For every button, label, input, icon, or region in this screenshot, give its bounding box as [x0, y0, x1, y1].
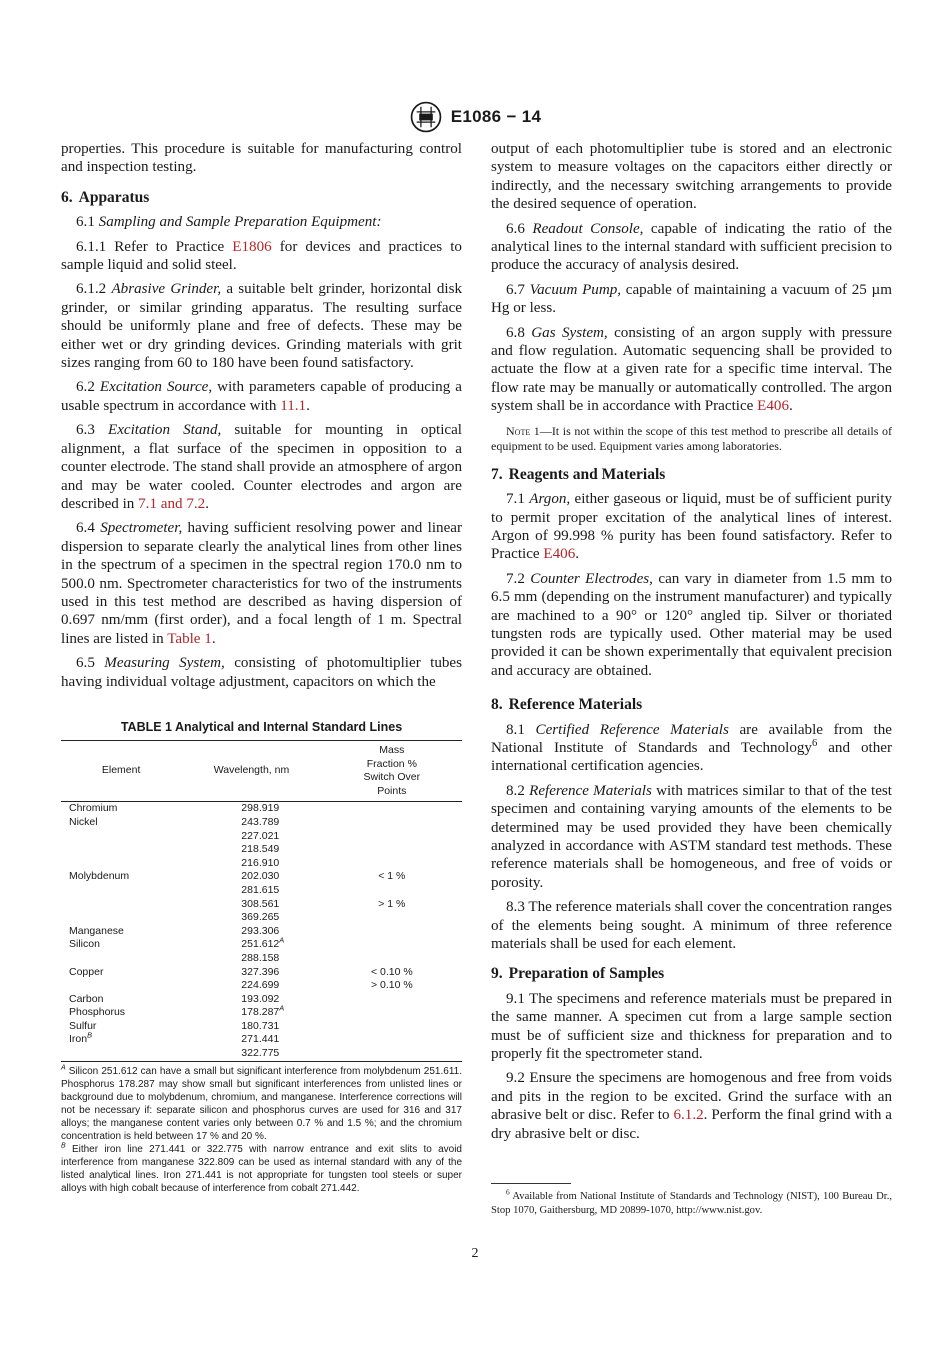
- cell-element: [61, 830, 181, 844]
- cell-mass-fraction: [322, 884, 462, 898]
- analytical-lines-table: [61, 740, 462, 1062]
- cell-element: [61, 898, 181, 912]
- section-heading-6: 6. Apparatus: [61, 188, 150, 206]
- table-footnote-b: $^B$ Either iron line 271.441 or 322.775 with narrow entrance and exit slits to avoid interference from manganese 322.809 can be used as internal standard with any of the listed analytical lines. Iron 271.441 is not appropriate for tungsten tool steels or super alloys with high cobalt because of interference from cobalt 271.442.: [61, 1142, 462, 1194]
- table-row: [61, 816, 462, 830]
- cell-element: [61, 911, 181, 925]
- cell-wavelength: 288.158: [241, 951, 280, 964]
- cell-element: Molybdenum: [69, 870, 130, 883]
- column-header-wavelength: Wavelength, nm: [213, 764, 290, 777]
- paragraph-6-8: 6.8 Gas System, consisting of an argon supply with pressure and flow regulation. Automatic sequencing shall be provided to actuate the flow at a given rate for a specific time interval. The flow rate may be manually or automatically controlled. The argon system shall be in accordance with Practice E406.: [491, 324, 892, 415]
- cell-mass-fraction: > 1 %: [378, 897, 406, 910]
- link-11-1[interactable]: 11.1: [280, 397, 307, 414]
- link-7-1-7-2[interactable]: 7.1 and 7.2: [138, 495, 206, 512]
- cell-element: [61, 884, 181, 898]
- cell-element: Copper: [69, 965, 104, 978]
- table-row: [61, 843, 462, 857]
- cell-element: [61, 843, 181, 857]
- page-header: [0, 100, 950, 134]
- link-table-1[interactable]: Table 1: [167, 630, 212, 647]
- table-row: [61, 884, 462, 898]
- document-id: E1086 − 14: [450, 107, 542, 126]
- cell-element: Nickel: [69, 815, 98, 828]
- column-header-element: Element: [101, 764, 141, 777]
- paragraph-8-3: 8.3 The reference materials shall cover the concentration ranges of the elements being sought. A minimum of three reference materials shall be used for each element.: [491, 899, 892, 953]
- cell-mass-fraction: < 0.10 %: [370, 965, 413, 978]
- astm-logo-icon: [409, 100, 443, 134]
- note-1: Note 1—It is not within the scope of this test method to prescribe all details of equipment to be used. Equipment varies among laboratories.: [491, 423, 893, 453]
- table-row: [61, 911, 462, 925]
- paragraph-6-6: 6.6 Readout Console, capable of indicating the ratio of the analytical lines to the internal standard with sufficient precision to produce the accuracy of analysis desired.: [491, 220, 892, 274]
- cell-mass-fraction: [322, 1006, 462, 1020]
- cell-element: Manganese: [69, 924, 124, 937]
- right-column: [491, 140, 892, 1149]
- cell-wavelength: 293.306: [241, 924, 280, 937]
- cell-element: Iron$^B$: [69, 1030, 92, 1046]
- cell-wavelength: 224.699: [241, 979, 280, 992]
- footnote-6: $^6$ Available from National Institute of Standards and Technology (NIST), 100 Bureau Dr., Stop 1070, Gaithersburg, MD 20899-1070, http://www.nist.gov.: [491, 1187, 892, 1216]
- cell-wavelength: $251.612^A$: [241, 935, 285, 951]
- table-row: [61, 857, 462, 871]
- table-row: [61, 870, 462, 884]
- table-row: [61, 966, 462, 980]
- cell-mass-fraction: [322, 857, 462, 871]
- cell-mass-fraction: < 1 %: [378, 870, 406, 883]
- table-footnote-a: $^A$ Silicon 251.612 can have a small but significant interference from molybdenum 251.611. Phosphorus 178.287 may show small but significant interferences from unlisted lines or background due to molybdenum, chromium, and manganese. Interference corrections will not be necessary if: separate silicon and phosphorus curves are used for 316 and 317 alloys; the manganese content varies only between 0.7 % and 1.5 %; and the chromium concentration is held between 17 % and 20 %.: [61, 1064, 462, 1142]
- cell-wavelength: 180.731: [241, 1019, 280, 1032]
- cell-element: [61, 979, 181, 993]
- link-e406-2[interactable]: E406: [543, 546, 576, 563]
- table-row: [61, 1033, 462, 1047]
- cell-wavelength: 369.265: [241, 911, 280, 924]
- link-e1806[interactable]: E1806: [232, 238, 272, 255]
- paragraph-7-1: 7.1 Argon, either gaseous or liquid, must be of sufficient purity to permit proper excitation of the analytical lines of interest. Argon of 99.998 % purity has been found satisfactory. Refer to Practice E406.: [491, 491, 892, 563]
- section-heading-7: 7. Reagents and Materials: [491, 465, 666, 483]
- paragraph-6-1-2: 6.1.2 Abrasive Grinder, a suitable belt grinder, horizontal disk grinder, or similar grinding apparatus. The resulting surface should be uniformly plane and free of defects. These may be either wet or dry grinding devices. Grinding materials with grit sizes ranging from 60 to 180 have been found satisfactory.: [61, 281, 462, 372]
- cell-mass-fraction: > 0.10 %: [370, 979, 413, 992]
- cell-mass-fraction: [322, 1047, 462, 1061]
- cell-element: [61, 857, 181, 871]
- cell-mass-fraction: [322, 911, 462, 925]
- cell-wavelength: $178.287^A$: [241, 1003, 285, 1019]
- paragraph-6-1-1: 6.1.1 Refer to Practice E1806 for devices and practices to sample liquid and solid steel.: [61, 238, 462, 274]
- table-body: [61, 802, 462, 1061]
- cell-wavelength: 202.030: [241, 870, 280, 883]
- table-header-row: [61, 741, 462, 802]
- table-row: [61, 938, 462, 952]
- paragraph-6-1: 6.1 Sampling and Sample Preparation Equipment:: [76, 214, 382, 231]
- section-heading-9: 9. Preparation of Samples: [491, 965, 665, 983]
- cell-wavelength: 322.775: [181, 1047, 321, 1061]
- table-row: [61, 1047, 462, 1061]
- cell-mass-fraction: [322, 1033, 462, 1047]
- cell-mass-fraction: [322, 1020, 462, 1034]
- link-e406[interactable]: E406: [757, 398, 790, 415]
- cell-element: Sulfur: [69, 1019, 97, 1032]
- cell-mass-fraction: [322, 802, 462, 816]
- paragraph-7-2: 7.2 Counter Electrodes, can vary in diameter from 1.5 mm to 6.5 mm (depending on the instrument manufacturer) and typically are machined to a 90° or 120° angled tip. Silver or thoriated tungsten rods are typically used. Other material may be used provided it can be shown experimentally that equivalent precision and accuracy are obtained.: [491, 570, 892, 679]
- table-row: [61, 802, 462, 816]
- paragraph-6-5: 6.5 Measuring System, consisting of photomultiplier tubes having individual voltage adjustment, capacitors on which the: [61, 655, 462, 690]
- cell-element: Chromium: [69, 802, 118, 815]
- left-column: [61, 140, 462, 697]
- cell-element: Carbon: [69, 992, 104, 1005]
- table-row: [61, 979, 462, 993]
- paragraph-9-1: 9.1 The specimens and reference materials must be prepared in the same manner. A specimen cut from a large sample section must be of sufficient size and thickness for preparation and to properly fit the spectrometer stand.: [491, 990, 892, 1063]
- cell-wavelength: 216.910: [241, 856, 280, 869]
- paragraph-8-1: 8.1 Certified Reference Materials are available from the National Institute of Standards and Technology$^6$ and other international certification agencies.: [491, 721, 893, 775]
- column-header-mass-fraction: Mass Fraction % Switch Over Points: [363, 744, 421, 797]
- cell-wavelength: 193.092: [241, 992, 280, 1005]
- paragraph-continuation: properties. This procedure is suitable for manufacturing control and inspection testing.: [61, 141, 462, 176]
- paragraph-9-2: 9.2 Ensure the specimens are homogenous and free from voids and pits in the region to be excited. Grind the surface with an abrasive belt or disc. Refer to 6.1.2. Perform the final grind with a dry abrasive belt or disc.: [491, 1070, 893, 1142]
- table-row: [61, 993, 462, 1007]
- table-1: [61, 720, 462, 1195]
- cell-element: [61, 1047, 181, 1061]
- table-row: [61, 1020, 462, 1034]
- cell-wavelength: 271.441: [241, 1033, 280, 1046]
- link-6-1-2[interactable]: 6.1.2: [673, 1107, 704, 1124]
- table-row: [61, 952, 462, 966]
- paragraph-6-3: 6.3 Excitation Stand, suitable for mounting in optical alignment, a flat surface of the specimen in opposition to a counter electrode. The stand shall provide an atmosphere of argon and may be water cooled. Counter electrodes and argon are described in 7.1 and 7.2.: [61, 422, 462, 512]
- cell-mass-fraction: [322, 938, 462, 952]
- table-row: [61, 830, 462, 844]
- cell-element: Silicon: [69, 938, 100, 951]
- cell-mass-fraction: [322, 925, 462, 939]
- cell-wavelength: 243.789: [241, 815, 280, 828]
- cell-mass-fraction: [322, 830, 462, 844]
- cell-wavelength: 227.021: [241, 829, 280, 842]
- table-title: TABLE 1 Analytical and Internal Standard Lines: [120, 720, 403, 734]
- paragraph-6-4: 6.4 Spectrometer, having sufficient resolving power and linear dispersion to separate clearly the analytical lines from other lines in the spectrum of a specimen in the spectral region 170.0 nm to 500.0 nm. Spectrometer characteristics for two of the instruments used in this test method are described as having dispersion of 0.697 nm/mm (first order), and a focal length of 1 m. Spectral lines are listed in Table 1.: [61, 520, 462, 647]
- paragraph-8-2: 8.2 Reference Materials with matrices similar to that of the test specimen and containing varying amounts of the elements to be determined may be used provided they have been chemically analyzed in accordance with ASTM standard test methods. These reference materials shall be homogeneous, and free of voids or porosity.: [491, 782, 892, 891]
- cell-mass-fraction: [322, 843, 462, 857]
- paragraph-6-7: 6.7 Vacuum Pump, capable of maintaining a vacuum of 25 µm Hg or less.: [491, 281, 892, 317]
- section-heading-8: 8. Reference Materials: [491, 696, 643, 714]
- table-row: [61, 898, 462, 912]
- cell-element: [61, 952, 181, 966]
- cell-wavelength: 218.549: [241, 843, 280, 856]
- table-row: [61, 1006, 462, 1020]
- cell-wavelength: 327.396: [241, 965, 280, 978]
- paragraph-continuation-right: output of each photomultiplier tube is stored and an electronic system to measure voltages on the capacitors either directly or indirectly, and the necessary switching arrangements to provide the desired sequence of operation.: [491, 141, 892, 213]
- cell-wavelength: 281.615: [241, 883, 280, 896]
- footnote-divider: [491, 1183, 571, 1184]
- cell-mass-fraction: [322, 952, 462, 966]
- cell-element: Phosphorus: [69, 1006, 126, 1019]
- cell-wavelength: 308.561: [241, 897, 280, 910]
- cell-mass-fraction: [322, 993, 462, 1007]
- paragraph-6-2: 6.2 Excitation Source, with parameters capable of producing a usable spectrum in accordance with 11.1.: [61, 379, 462, 414]
- table-row: [61, 925, 462, 939]
- cell-mass-fraction: [322, 816, 462, 830]
- cell-wavelength: 298.919: [241, 802, 280, 815]
- table-footnotes: [61, 1065, 462, 1195]
- page-number: 2: [471, 1246, 479, 1261]
